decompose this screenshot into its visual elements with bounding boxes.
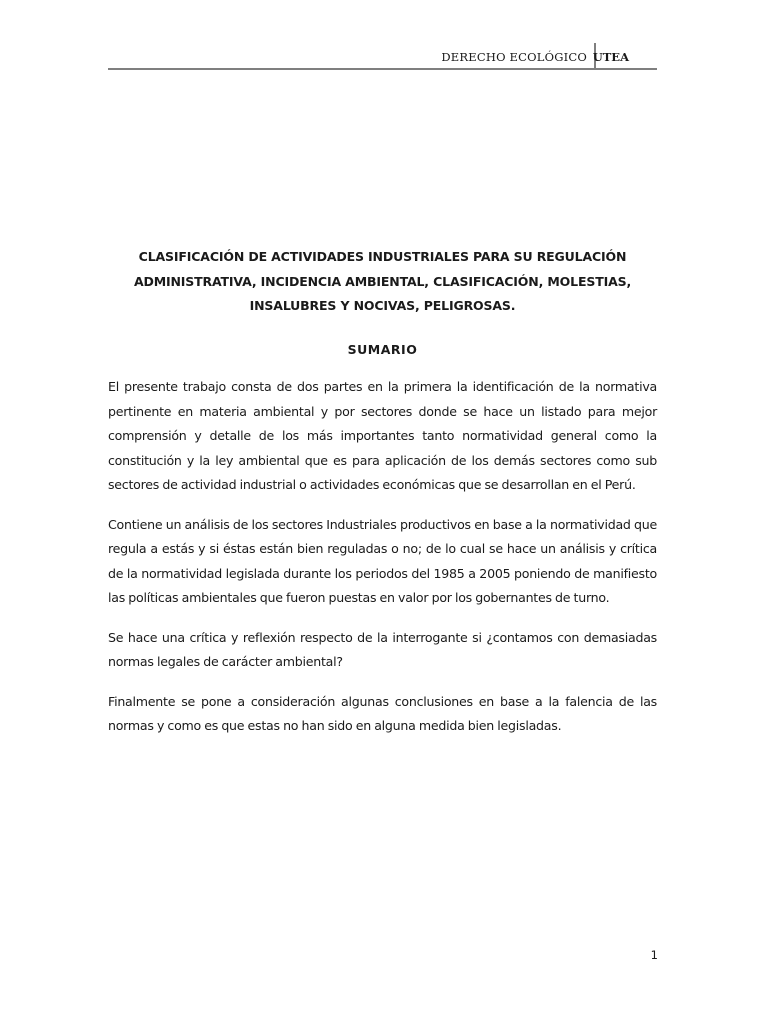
paragraph: Finalmente se pone a consideración algunas conclusiones en base a la falencia de las normas y como es que estas no han sido en alguna medida bien legisladas.: [108, 693, 657, 733]
paragraph: Contiene un análisis de los sectores Industriales productivos en base a la normatividad que regula a estás y si éstas están bien reguladas o no; de lo cual se hace un análisis y crítica de la normatividad legislada durante los periodos del 1985 a 2005 poniendo de manifiesto las políticas ambientales que fueron puestas en valor por los gobernantes de turno.: [108, 516, 657, 605]
summary-body: [108, 375, 657, 754]
page-number: 1: [650, 948, 658, 962]
summary-heading: SUMARIO: [347, 342, 418, 357]
header-org-name: UTEA: [592, 50, 629, 64]
paragraph: El presente trabajo consta de dos partes en la primera la identificación de la normativa pertinente en materia ambiental y por sectores donde se hace un listado para mejor comprensión y detalle de los más importantes tanto normatividad general como la constitución y la ley ambiental que es para aplicación de los demás sectores como sub sectores de actividad industrial o actividades económicas que se desarrollan en el Perú.: [108, 379, 657, 492]
title-line: ADMINISTRATIVA, INCIDENCIA AMBIENTAL, CLASIFICACIÓN, MOLESTIAS,: [133, 273, 632, 289]
title-line: CLASIFICACIÓN DE ACTIVIDADES INDUSTRIALES PARA SU REGULACIÓN: [138, 249, 627, 264]
header-section-title: DERECHO ECOLÓGICO: [441, 50, 587, 64]
document-title: [108, 245, 657, 319]
title-line: INSALUBRES Y NOCIVAS, PELIGROSAS.: [249, 298, 516, 313]
paragraph: Se hace una crítica y reflexión respecto de la interrogante si ¿contamos con demasiadas normas legales de carácter ambiental?: [108, 629, 657, 669]
page-header: [108, 38, 657, 70]
